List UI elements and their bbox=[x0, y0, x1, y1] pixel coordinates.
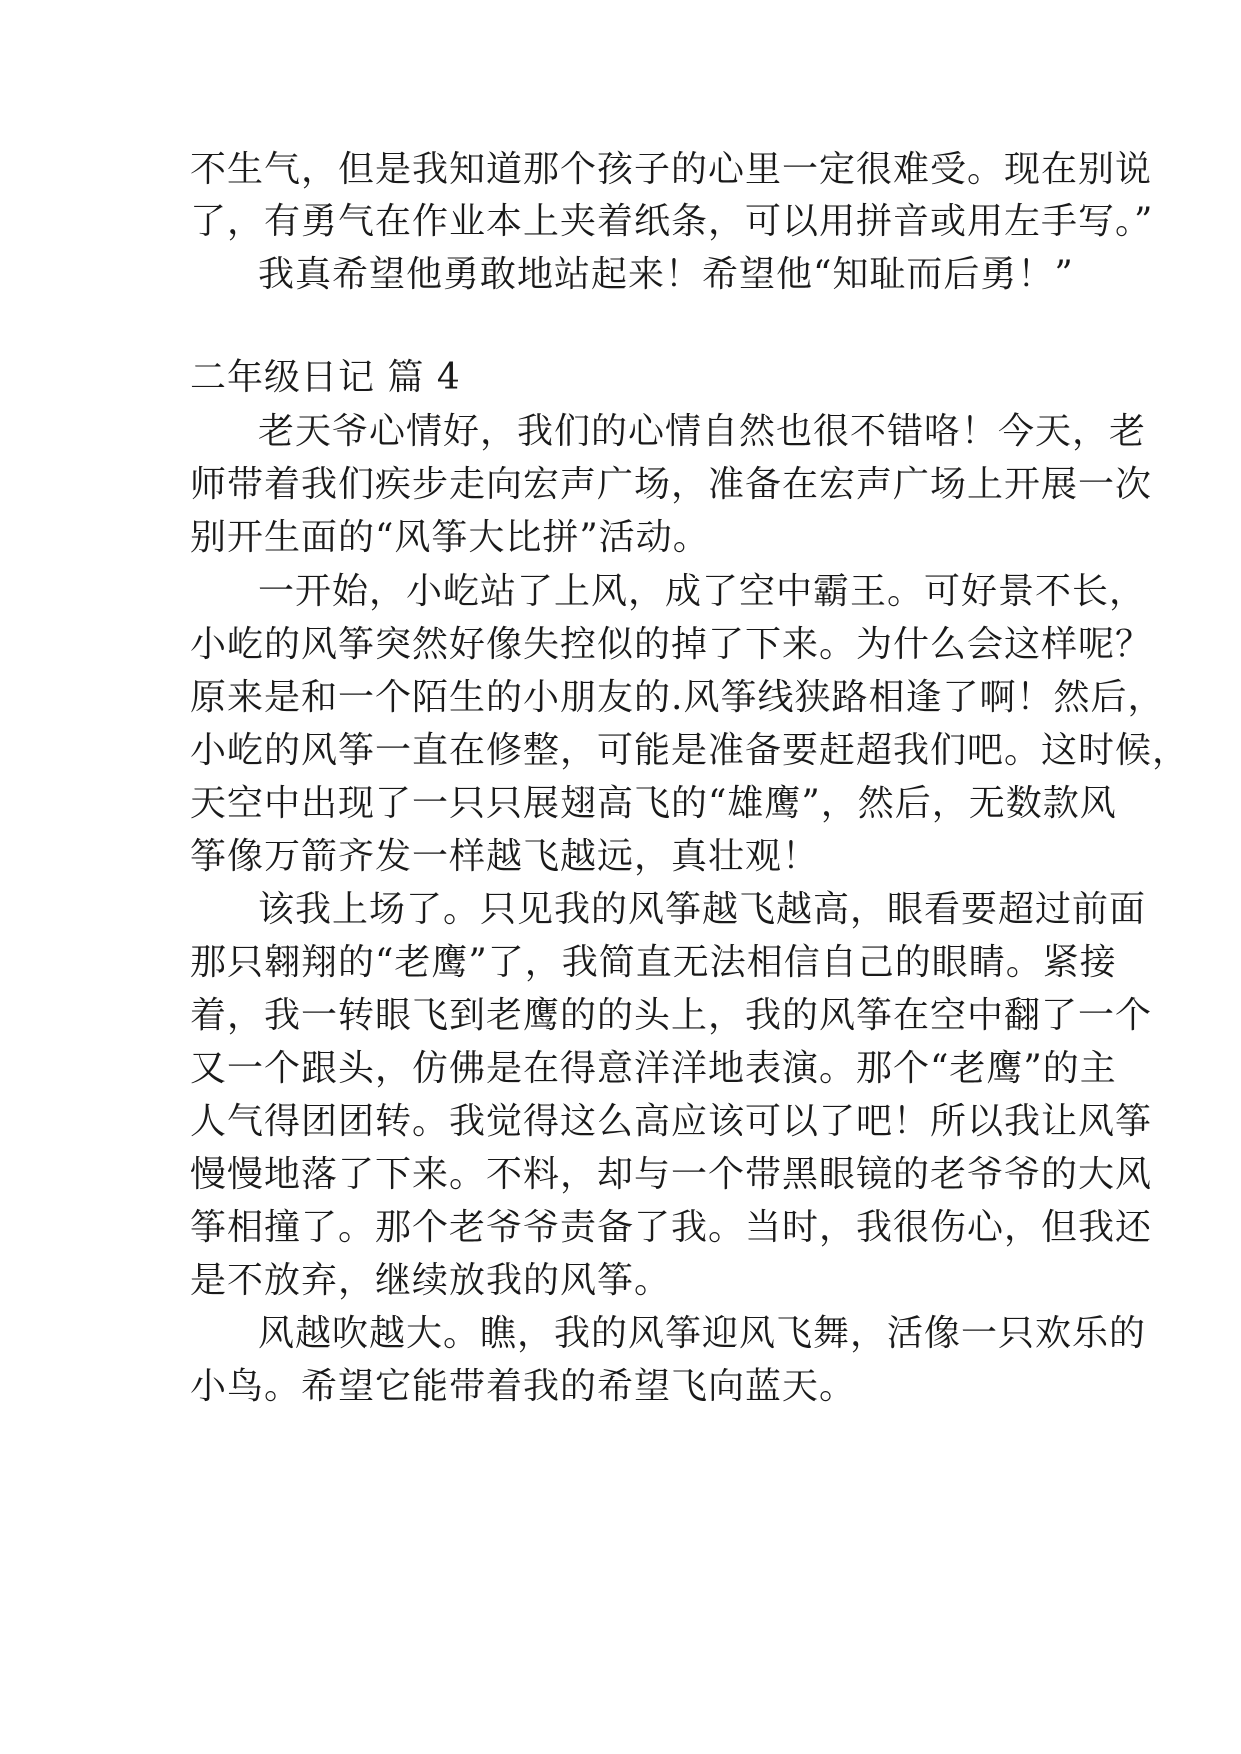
text-line: 着，我一转眼飞到老鹰的的头上，我的风筝在空中翻了一个 bbox=[190, 995, 1153, 1036]
text-line: 原来是和一个陌生的小朋友的.风筝线狭路相逢了啊！然后， bbox=[190, 677, 1165, 718]
text-line: 了，有勇气在作业本上夹着纸条，可以用拼音或用左手写。” bbox=[190, 201, 1154, 242]
entry-title: 二年级日记 篇 4 bbox=[190, 357, 461, 398]
text-line: 一开始，小屹站了上风，成了空中霸王。可好景不长， bbox=[258, 571, 1147, 612]
text-line: 老天爷心情好，我们的心情自然也很不错咯！今天，老 bbox=[258, 411, 1147, 452]
text-line: 又一个跟头，仿佛是在得意洋洋地表演。那个“老鹰”的主 bbox=[190, 1048, 1117, 1089]
text-line: 风越吹越大。瞧，我的风筝迎风飞舞，活像一只欢乐的 bbox=[258, 1313, 1147, 1354]
text-line: 慢慢地落了下来。不料，却与一个带黑眼镜的老爷爷的大风 bbox=[190, 1154, 1153, 1195]
text-line: 那只翱翔的“老鹰”了，我简直无法相信自己的眼睛。紧接 bbox=[190, 942, 1117, 983]
text-line: 小屹的风筝突然好像失控似的掉了下来。为什么会这样呢？ bbox=[190, 624, 1153, 665]
text-line: 该我上场了。只见我的风筝越飞越高，眼看要超过前面 bbox=[258, 889, 1147, 930]
text-line: 师带着我们疾步走向宏声广场，准备在宏声广场上开展一次 bbox=[190, 464, 1153, 505]
text-line: 天空中出现了一只只展翅高飞的“雄鹰”，然后，无数款风 bbox=[190, 783, 1117, 824]
text-line: 是不放弃，继续放我的风筝。 bbox=[190, 1260, 672, 1301]
text-line: 小鸟。希望它能带着我的希望飞向蓝天。 bbox=[190, 1366, 857, 1407]
text-line: 筝相撞了。那个老爷爷责备了我。当时，我很伤心，但我还 bbox=[190, 1207, 1153, 1248]
text-line: 别开生面的“风筝大比拼”活动。 bbox=[190, 517, 710, 558]
text-line: 我真希望他勇敢地站起来！希望他“知耻而后勇！” bbox=[258, 254, 1074, 295]
text-line: 小屹的风筝一直在修整，可能是准备要赶超我们吧。这时候， bbox=[190, 730, 1190, 771]
text-line: 不生气，但是我知道那个孩子的心里一定很难受。现在别说 bbox=[190, 149, 1153, 190]
text-line: 人气得团团转。我觉得这么高应该可以了吧！所以我让风筝 bbox=[190, 1101, 1153, 1142]
text-line: 筝像万箭齐发一样越飞越远，真壮观！ bbox=[190, 836, 820, 877]
